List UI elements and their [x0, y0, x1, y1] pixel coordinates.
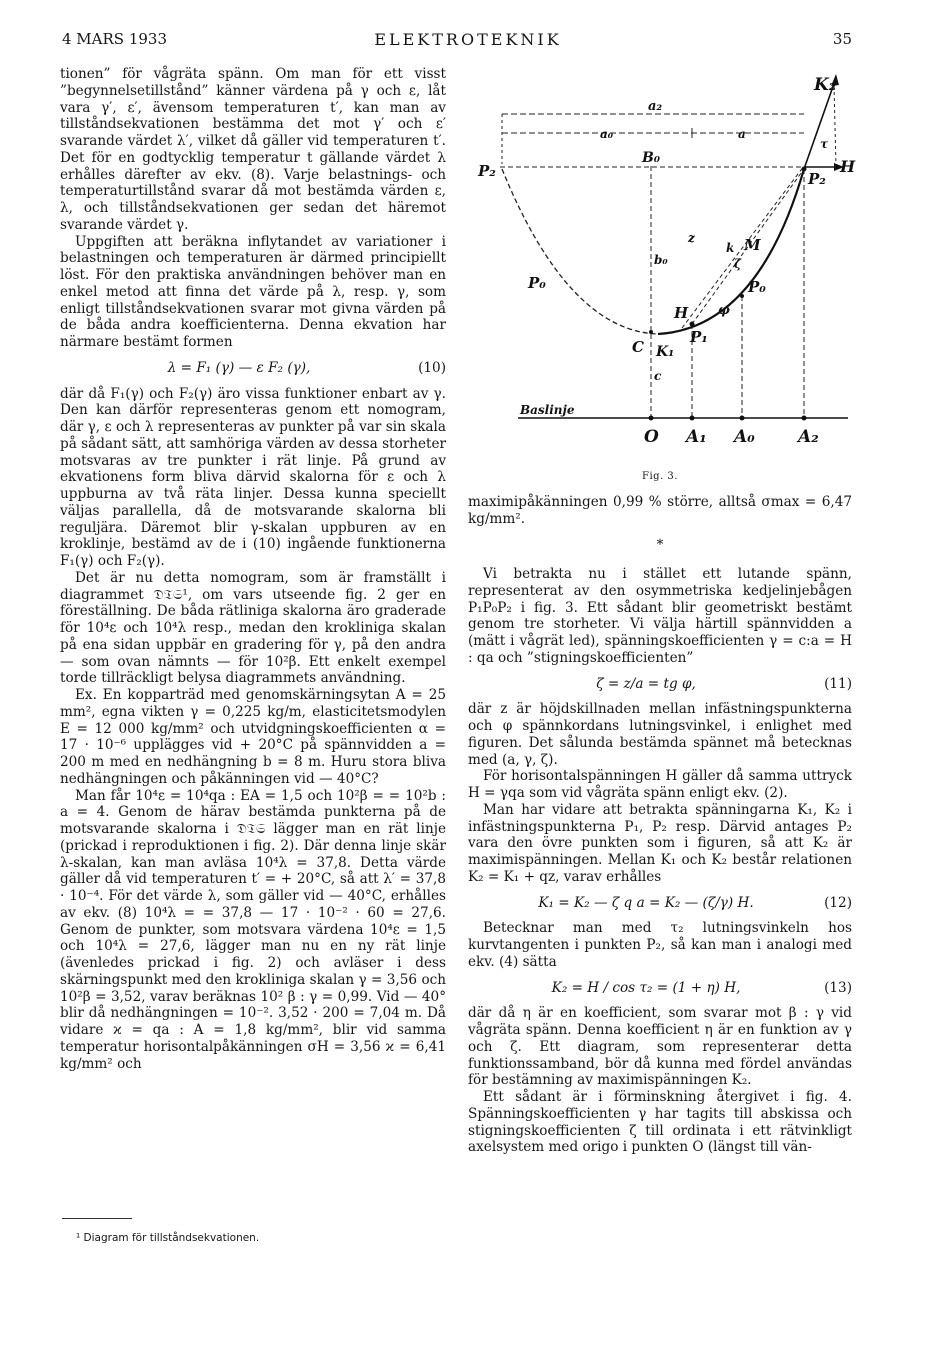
- catenary-dashed-curve: [502, 169, 658, 334]
- right-column: [468, 66, 856, 1156]
- footnote-rule: [62, 1218, 132, 1219]
- label-P0-left: P₀: [528, 274, 546, 292]
- equation-number: (10): [418, 359, 446, 376]
- label-K1: K₁: [656, 344, 675, 360]
- footnote: ¹ Diagram för tillståndsekvationen.: [76, 1232, 260, 1244]
- point-C: [649, 330, 653, 334]
- paragraph: Betecknar man med τ₂ lutningsvinkeln hos kurvtangenten i punkten P₂, så kan man i analogi med ekv. (4) sätta: [468, 920, 852, 970]
- header-date: 4 MARS 1933: [62, 30, 168, 48]
- paragraph: Man har vidare att betrakta spänningarna K₁, K₂ i infästningspunkterna P₁, P₂ resp. Därvid antages P₂ vara den övre punkten som i figuren, så att K₂ är maximispänningen. Mellan K₁ och K₂ består relationen K₂ = K₁ + qz, varav erhålles: [468, 801, 852, 885]
- label-K2: K₂: [814, 75, 837, 95]
- label-P2-left: P₂: [478, 162, 496, 180]
- paragraph: maximipåkänningen 0,99 % större, alltså σmax = 6,47 kg/mm².: [468, 493, 852, 527]
- paragraph: Uppgiften att beräkna inflytandet av variationer i belastningen och temperaturen är därmed principiellt löst. För den praktiska användningen behöver man en enkel metod att finna det värde på λ, resp. γ, som enligt tillståndsekvationen svarar mot givna värden på de båda andra koefficienterna. Denna ekvation har närmare bestämt formen: [60, 233, 446, 350]
- label-H-low: H: [674, 304, 689, 322]
- point-P2: [802, 167, 807, 172]
- label-P0: P₀: [748, 278, 766, 296]
- paragraph: Det är nu detta nomogram, som är framställt i diagrammet 𝔇𝔗𝔖¹, om vars utseende fig. 2 ger en föreställning. De båda rätliniga skalorna äro graderade för 10⁴ε och 10⁴λ resp., medan den krokliniga skalan på ena sidan uppbär en gradering för γ, på den andra — som ovan nämnts — för 10²β. Ett enkelt exempel torde tillräckligt belysa diagrammets användning.: [60, 569, 446, 687]
- K2-vertical-component: [834, 86, 836, 166]
- header-page-number: 35: [832, 30, 852, 48]
- left-column: [60, 66, 446, 1072]
- label-A1: A₁: [686, 427, 707, 447]
- paragraph: där då F₁(γ) och F₂(γ) äro vissa funktioner enbart av γ. Den kan därför representeras genom ett nomogram, där γ, ε och λ representeras av punkter på var sin skala på sådant sätt, att samhöriga värden av dessa storheter motsvaras av tre punkter i rät linje. På grund av ekvationens form bliva därvid skalorna för ε och λ uppburna av två räta linjer. Dessa kunna speciellt väljas parallella, då de motsvarande skalorna bli reguljära. Däremot blir γ-skalan uppburen av en kroklinje, bestämd av de i (10) ingående funktionerna F₁(γ) och F₂(γ).: [60, 385, 446, 569]
- equation-10: [60, 360, 446, 377]
- paragraph: För horisontalspänningen H gäller då samma uttryck H = γqa som vid vågräta spänn enligt ekv. (2).: [468, 768, 852, 801]
- equation-body: K₂ = H / cos τ₂ = (1 + η) H,: [551, 979, 741, 996]
- label-H: H: [840, 157, 856, 176]
- equation-12: [468, 895, 852, 912]
- paragraph: Ex. En kopparträd med genomskärningsytan A = 25 mm², egna vikten γ = 0,225 kg/m, elasticitetsmodylen E = 12 000 kg/mm² och utvidgningskoefficienten α = 17 · 10⁻⁶ upplägges vid + 20°C på spännvidden a = 200 m med en nedhängning b = 8 m. Huru stora bliva nedhängningen och påkänningen vid — 40°C?: [60, 687, 446, 787]
- paragraph: Vi betrakta nu i stället ett lutande spänn, representerat av den osymmetriska kedjelinjebågen P₁P₀P₂ i fig. 3. Ett sådant blir geometriskt bestämt genom tre storheter. Vi välja härtill spännvidden a (mätt i vågrät led), spänningskoefficienten γ = c:a = H : qa och ”stigningskoefficienten”: [468, 566, 852, 666]
- tangent-line: [682, 166, 804, 328]
- label-c: c: [654, 369, 662, 383]
- figure-3: [468, 66, 856, 471]
- label-tau: τ: [820, 137, 829, 151]
- point-A1: [690, 416, 695, 421]
- paragraph: där då η är en koefficient, som svarar mot β : γ vid vågräta spänn. Denna koefficient η är en funktion av γ och ζ. Ett diagram, som representerar detta funktionssamband, bör då kunna med fördel användas för bestämning av maximispänningen K₂.: [468, 1005, 852, 1089]
- equation-11: [468, 676, 852, 693]
- point-P1: [690, 322, 695, 327]
- label-phi: φ: [718, 303, 730, 318]
- catenary-diagram: [468, 66, 856, 471]
- header-journal-title: ELEKTROTEKNIK: [374, 30, 562, 49]
- label-M: M: [744, 236, 761, 254]
- label-A2: A₂: [798, 427, 819, 447]
- label-z: z: [688, 231, 695, 245]
- point-A0: [740, 416, 745, 421]
- point-A2: [802, 416, 807, 421]
- label-C: C: [632, 338, 644, 356]
- label-zeta: ζ: [734, 257, 742, 271]
- label-a2: a₂: [648, 99, 663, 114]
- equation-body: λ = F₁ (γ) — ε F₂ (γ),: [167, 359, 311, 376]
- equation-13: [468, 980, 852, 997]
- label-baslinje: Baslinje: [520, 403, 575, 417]
- label-a: a: [738, 127, 746, 141]
- point-P0: [740, 294, 744, 298]
- label-k: k: [726, 241, 735, 255]
- paragraph: Man får 10⁴ε = 10⁴qa : EA = 1,5 och 10²β = = 10²b : a = 4. Genom de härav bestämda punkterna på de motsvarande skalorna i 𝔇𝔗𝔖 lägger man en rät linje (prickad i reproduktionen i fig. 2). Där denna linje skär λ-skalan, kan man avläsa 10⁴λ = 37,8. Detta värde gäller då vid temperaturen t′ = + 20°C, så att λ′ = 37,8 · 10⁻⁴. För det värde λ, som gäller vid — 40°C, erhålles av ekv. (8) 10⁴λ = = 37,8 — 17 · 10⁻² · 60 = 27,6. Genom de punkter, som motsvara värdena 10⁴ε = 1,5 och 10⁴λ = 27,6, lägger man nu en ny rät linje (ävenledes prickad i fig. 2) och avläser i dess skärningspunkt med den krokliniga skalan γ = 3,56 och 10²β = 3,52, varav beräknas 10² β : γ = 0,99. Vid — 40° blir då nedhängningen = 10⁻². 3,52 · 200 = 7,04 m. Då vidare ϰ = qa : A = 1,8 kg/mm², blir vid samma temperatur horisontalpåkänningen σH = 3,56 ϰ = 6,41 kg/mm² och: [60, 787, 446, 1072]
- equation-body: K₁ = K₂ — ζ q a = K₂ — (ζ/γ) H.: [538, 894, 754, 911]
- label-P1: P₁: [690, 328, 708, 346]
- equation-body: ζ = z/a = tg φ,: [596, 675, 696, 692]
- label-b0: b₀: [654, 253, 668, 267]
- label-a0: a₀: [600, 127, 614, 141]
- paragraph: där z är höjdskillnaden mellan infästningspunkterna och φ spännkordans lutningsvinkel, i enlighet med figuren. Det sålunda bestämda spännet må betecknas med (a, γ, ζ).: [468, 701, 852, 768]
- label-O: O: [644, 427, 659, 447]
- section-asterisk: *: [656, 537, 664, 554]
- label-A0: A₀: [734, 427, 755, 447]
- figure-caption: Fig. 3.: [642, 471, 678, 482]
- equation-number: (12): [824, 894, 852, 911]
- equation-number: (13): [824, 979, 852, 996]
- label-B0: B₀: [642, 150, 660, 166]
- equation-number: (11): [824, 675, 852, 692]
- paragraph: tionen” för vågräta spänn. Om man för ett visst ”begynnelsetillstånd” känner värdena på γ och ε, låt vara γ′, ε′, ävensom temperaturen t′, kan man av tillståndsekvationen bestämma det mot γ′ och ε′ svarande värdet λ′, vilket då gäller vid temperaturen t′. Det för en godtycklig temperatur t gällande värdet λ erhålles därefter av ekv. (8). Varje belastnings- och temperaturtillstånd svarar då mot bestämda värden ε, λ, och tillståndsekvationen ger sedan det häremot svarande värdet γ.: [60, 66, 446, 233]
- label-P2: P₂: [808, 170, 826, 188]
- point-O: [649, 416, 654, 421]
- paragraph: Ett sådant är i förminskning återgivet i fig. 4. Spänningskoefficienten γ har tagits till abskissa och stigningskoefficienten ζ till ordinata i ett rätvinkligt axelsystem med origo i punkten O (längst till vän-: [468, 1089, 852, 1156]
